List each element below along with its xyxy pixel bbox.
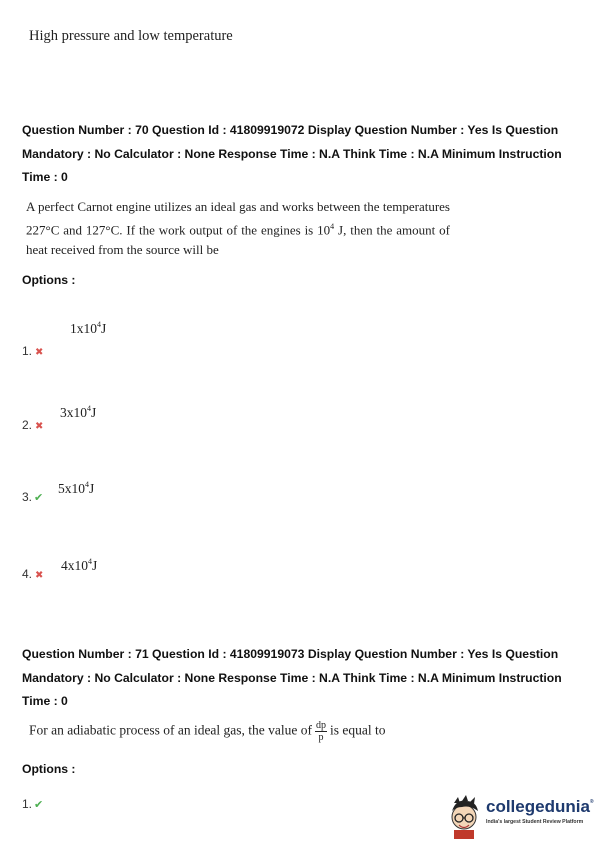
meta-line: Question Number : 70 Question Id : 41809919072 Display Question Number : Yes Is Question [22,123,559,137]
option-coef: 5x10 [58,481,85,496]
wrong-icon: ✖ [35,421,44,432]
option-1-value [70,320,106,337]
option-number: 2. [22,418,33,432]
option-number: 1. [22,797,33,811]
logo-trademark: ® [589,799,594,805]
option-unit: J [92,558,98,573]
option-number: 1. [22,344,33,358]
option-coef: 3x10 [60,405,87,420]
option-4-value [61,557,97,574]
option-unit: J [89,481,95,496]
question-71-text [29,720,386,743]
option-number: 3. [22,490,33,504]
option-coef: 4x10 [61,558,88,573]
option-exp: 4 [97,320,101,329]
logo-name: collegedunia [486,797,590,816]
meta-line: Mandatory : No Calculator : None Response Time : N.A Think Time : N.A Minimum Instruction [22,146,562,161]
option-1[interactable] [22,344,43,358]
option-3-value [58,480,94,497]
question-70-text [26,197,450,260]
option-coef: 1x10 [70,321,97,336]
logo-tagline: India's largest Student Review Platform [486,819,584,825]
option-exp: 4 [85,480,89,489]
fraction-denominator: p [318,732,324,743]
question-text-part: For an adiabatic process of an ideal gas, the value of [29,722,313,738]
meta-line: Time : 0 [22,694,68,708]
option-exp: 4 [88,557,92,566]
mascot-icon [448,795,484,839]
collegedunia-logo[interactable] [448,795,593,839]
option-2[interactable] [22,418,43,432]
check-icon: ✔ [34,492,44,504]
option-unit: J [101,321,107,336]
question-text-part: A perfect Carnot engine utilizes an ideal gas and works between the temperatures 227°C and 127°C. If the work output of the engines is 10 [26,199,450,238]
option-unit: J [91,405,97,420]
option-exp: 4 [87,404,91,413]
check-icon: ✔ [34,799,44,811]
meta-line: Mandatory : No Calculator : None Response Time : N.A Think Time : N.A Minimum Instruction [22,670,562,685]
options-label: Options : [22,273,76,287]
meta-line: Time : 0 [22,170,68,184]
previous-answer: High pressure and low temperature [29,28,233,44]
fraction-numerator: dp [316,720,327,731]
wrong-icon: ✖ [35,570,44,581]
question-71-meta [22,643,582,714]
question-text-part: is equal to [330,722,386,738]
option-1[interactable] [22,797,43,811]
exponent: 4 [330,222,335,231]
option-3[interactable] [22,490,43,504]
option-2-value [60,404,96,421]
options-label: Options : [22,762,76,776]
wrong-icon: ✖ [35,347,44,358]
meta-line: Question Number : 71 Question Id : 41809919073 Display Question Number : Yes Is Question [22,647,559,661]
question-text-part: J, then the amount of heat received from the source will be [26,222,450,258]
option-number: 4. [22,567,33,581]
option-4[interactable] [22,567,43,581]
logo-wordmark [486,797,594,817]
fraction [315,720,327,743]
question-70-meta [22,119,582,190]
